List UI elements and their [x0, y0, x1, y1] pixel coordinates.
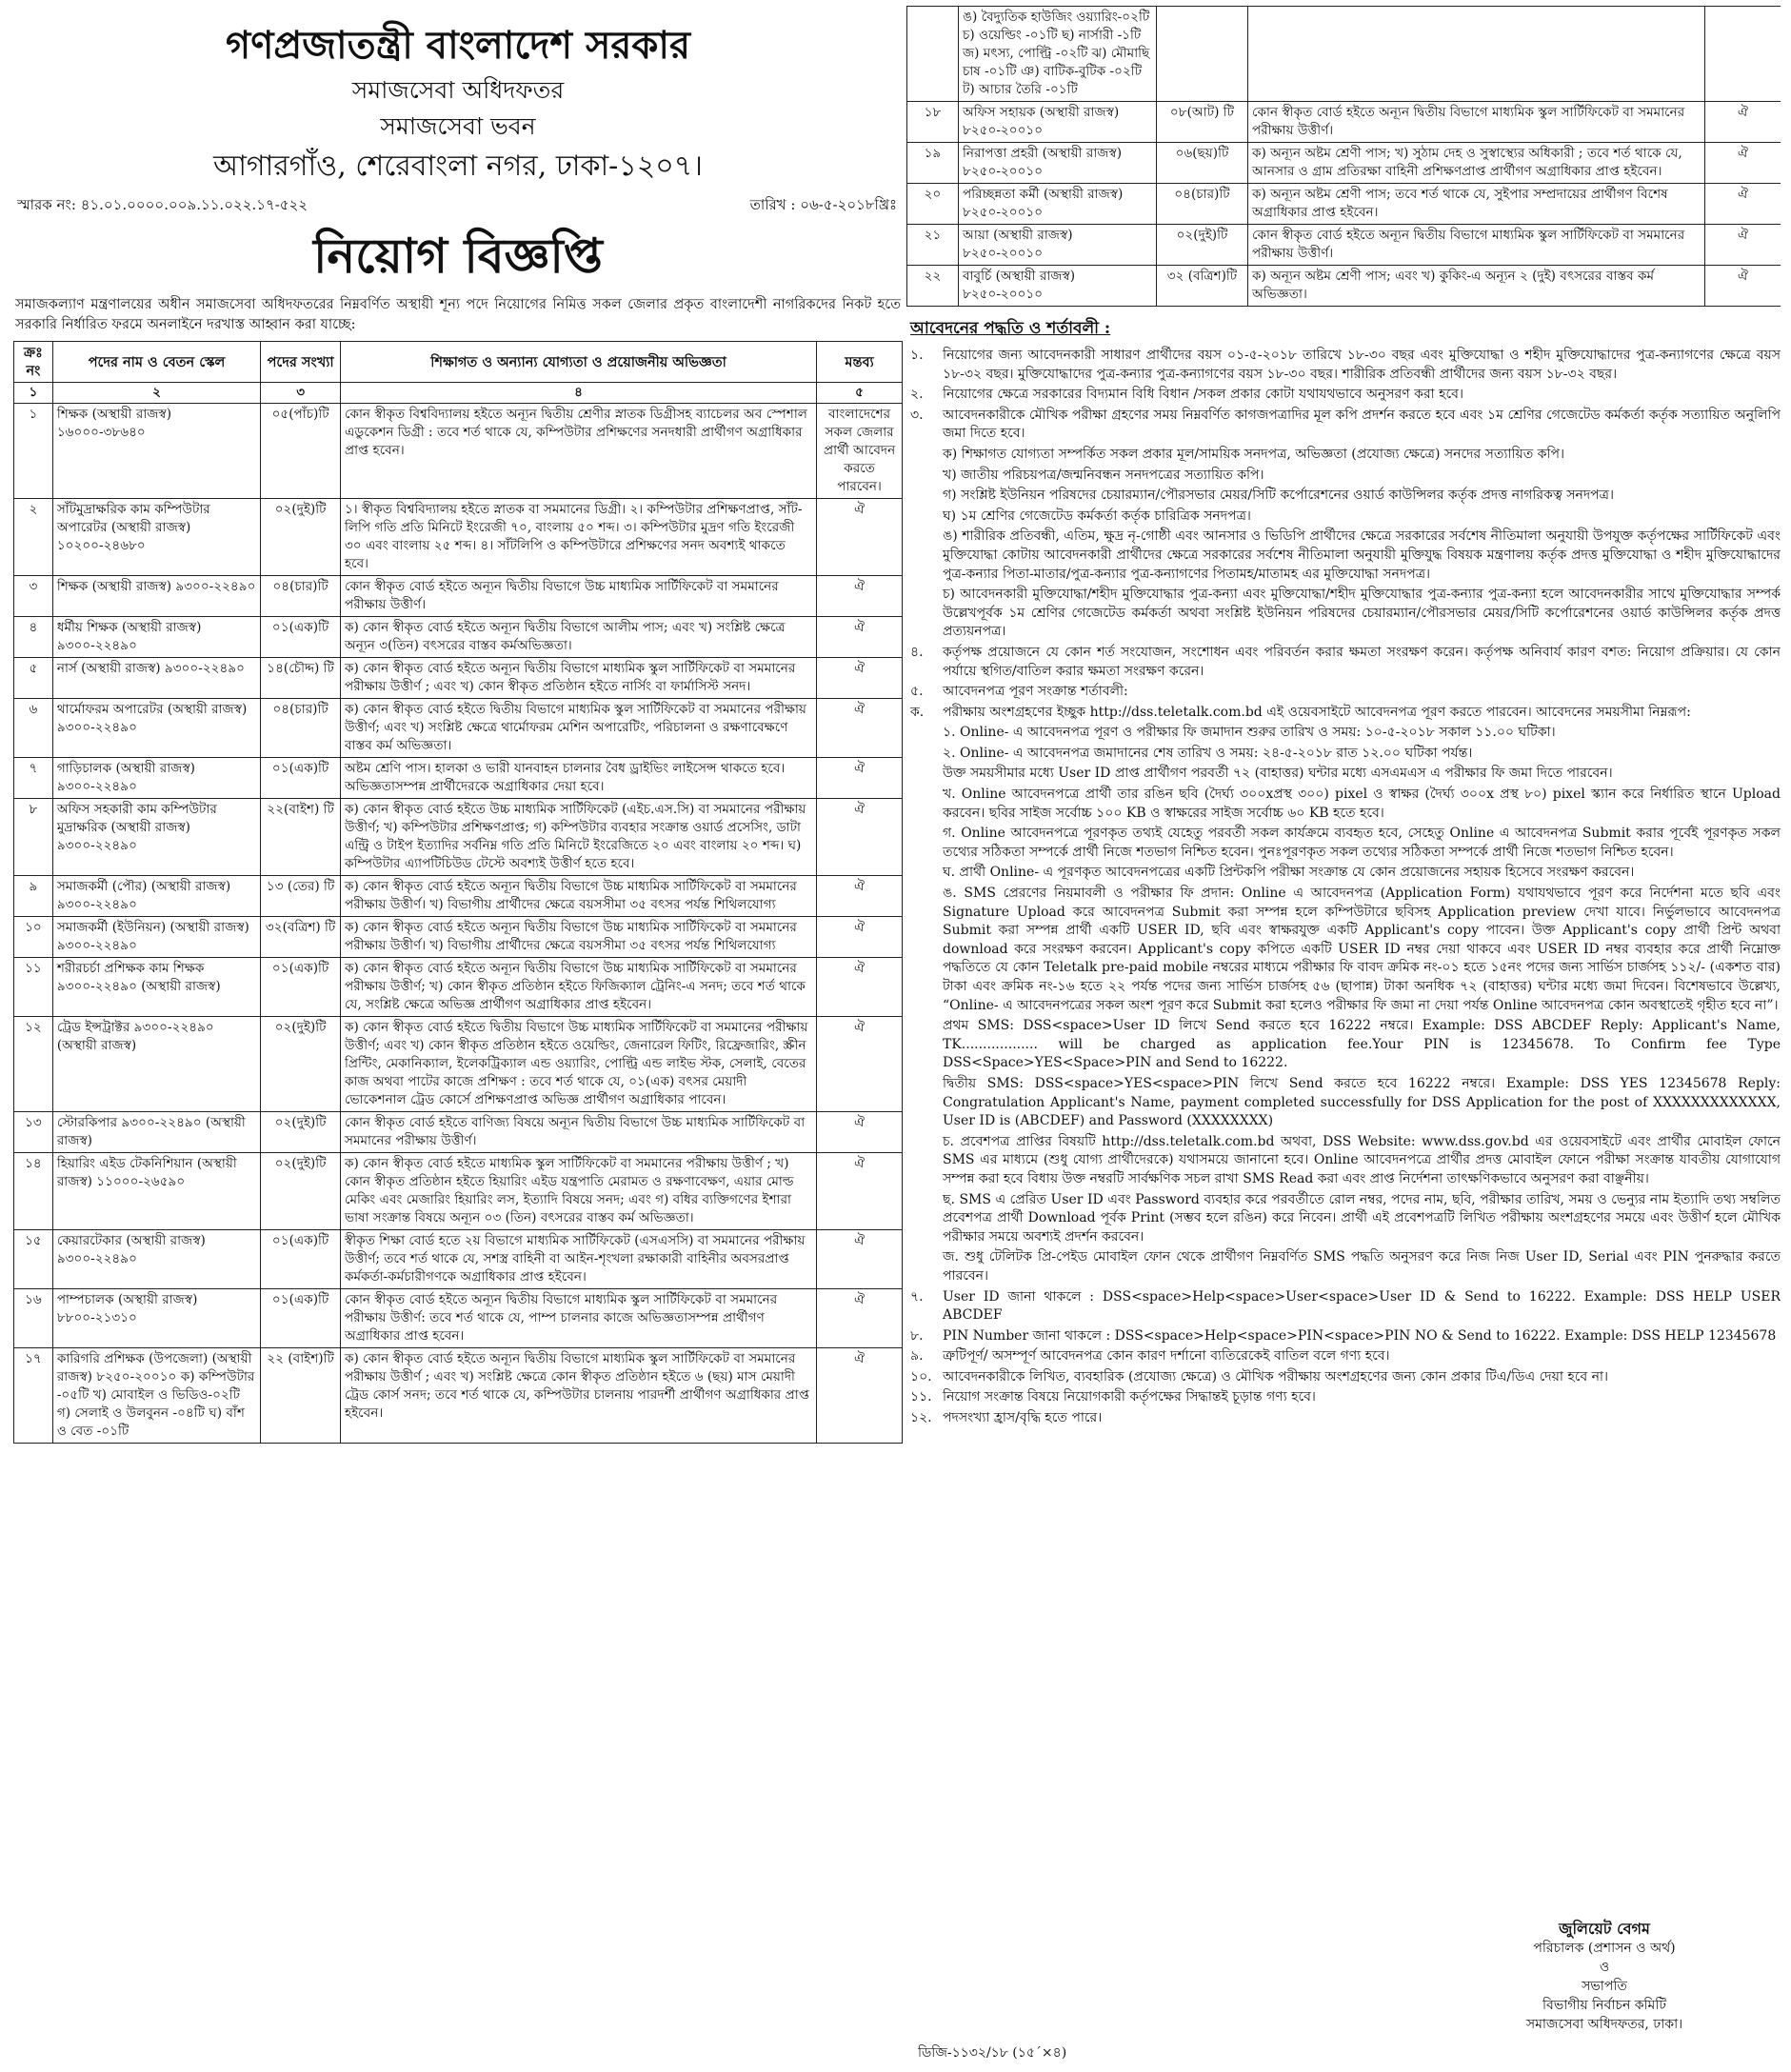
- qualification-cell: ক) অন্যূন অষ্টম শ্রেণী পাস; খ) সুঠাম দেহ ও সুস্বাস্থ্যের অধিকারী ; তবে শর্ত থাকে যে, আনসার ও গ্রাম প্রতিরক্ষা বাহিনী প্রশিক্ষণপ্রাপ্ত প্রার্থীগণ অগ্রাধিকার প্রাপ্ত হইবেন।: [1248, 143, 1705, 184]
- table-row: [907, 184, 1781, 225]
- condition-text: User ID জানা থাকলে : DSS<space>Help<space>User<space>User ID & Send to 16222. Example: DSS HELP USER ABCDEF: [943, 1288, 1781, 1324]
- condition-item: [906, 1327, 1781, 1346]
- post-cell: অফিস সহায়ক (অস্থায়ী রাজস্ব) ৮২৫০-২০০১০: [959, 102, 1157, 143]
- signature-block: [1466, 1920, 1742, 2034]
- table-row: [14, 958, 903, 1017]
- condition-item: [906, 825, 1781, 862]
- serial-cell: ১: [14, 404, 53, 499]
- qualification-cell: ক) কোন স্বীকৃত বোর্ড হইতে উচ্চ মাধ্যমিক সার্টিফিকেট (এইচ.এস.সি) বা সমমানের পরীক্ষায় উত্তীর্ণ; খ) কম্পিউটার প্রশিক্ষণপ্রাপ্ত; গ) কম্পিউটার ব্যবহার সংক্রান্ত ওয়ার্ড প্রসেসিং, ডাটা এন্ট্রি ও টাইপ ইত্যাদির সর্বনিম্ন গতি প্রতি মিনিটে ইংরেজিতে ২০ এবং বাংলায় ২০ শব্দ। ঘ) কম্পিউটার এ্যাপটিচিউড টেস্টে অবশ্যই উত্তীর্ণ হতে হবে।: [340, 799, 816, 876]
- condition-item: [906, 704, 1781, 723]
- notice-title: নিয়োগ বিজ্ঞপ্তি: [313, 228, 603, 284]
- condition-text: ঙ. SMS প্রেরণের নিয়মাবলী ও পরীক্ষার ফি প্রদান: Online এ আবেদনপত্র (Application Form) যথাযথভাবে পূরণ করে নির্দেশনা মতে ছবি এবং Signature Upload করে আবেদনপত্র Submit করা সম্পন্ন হলে কম্পিউটারে ছবিসহ Application preview দেখা যাবে। নির্ভুলভাবে আবেদনপত্র Submit করা সম্পন্ন প্রার্থী একটি USER ID, ছবি এবং স্বাক্ষরযুক্ত একটি Applicant's copy পাবেন। উক্ত Applicant's copy প্রার্থী প্রিন্ট অথবা download করে সংরক্ষণ করবেন। Applicant's copy কপিতে একটি USER ID নম্বর দেয়া থাকবে এবং USER ID নম্বর ব্যবহার করে প্রার্থী নিম্নোক্ত পদ্ধতিতে যে কোন Teletalk pre-paid mobile নম্বরের মাধ্যমে পরীক্ষার ফি বাবদ ক্রমিক নং-০১ হতে ১৫নং পদের জন্য সার্ভিস চার্জসহ ১১২/- (একশত বার) টাকা এবং ক্রমিক নং-১৬ হতে ২২ পর্যন্ত পদের জন্য সার্ভিস চার্জসহ ৫৬ (ছাপান্ন) টাকা অনধিক ৭২ (বাহাত্তর) ঘন্টার মধ্যে জমা দিবেন। বিশেষভাবে উল্লেখ্য, “Online- এ আবেদনপত্রের সকল অংশ পূরণ করে Submit করা হলেও পরীক্ষার ফি জমা না দেয়া পর্যন্ত Online আবেদনপত্র কোন অবস্থাতেই গৃহীত হবে না”।: [943, 886, 1781, 1013]
- condition-text: ঙ) শারীরিক প্রতিবন্ধী, এতিম, ক্ষুদ্র নৃ-গোষ্ঠী এবং আনসার ও ভিডিপি প্রার্থীদের ক্ষেত্রে সরকারের সর্বশেষ নীতিমালা অনুযায়ী উপযুক্ত কর্তৃপক্ষের সার্টিফিকেট এবং মুক্তিযোদ্ধা কোটায় আবেদনকারী প্রার্থীদের ক্ষেত্রে সরকারের সর্বশেষ নীতিমালা অনুযায়ী মুক্তিযুদ্ধ বিষয়ক মন্ত্রণালয় কর্তৃক প্রদত্ত মুক্তিযোদ্ধা ও শহীদ মুক্তিযোদ্ধাদের পুত্র-কন্যার পিতা-মাতার/পুত্র-কন্যার পুত্র-কন্যাগণের পিতামহ/মাতামহ এর মুক্তিযোদ্ধা সনদপত্র।: [943, 528, 1781, 582]
- condition-number: [906, 528, 943, 584]
- qualification-cell: ক) অন্যূন অষ্টম শ্রেণী পাস; এবং খ) কুকিং-এ অন্যূন ২ (দুই) বৎসরের বাস্তব কর্ম অভিজ্ঞতা।: [1248, 266, 1705, 307]
- remark-cell: ঐ: [817, 1153, 903, 1230]
- remark-cell: ঐ: [817, 958, 903, 1017]
- colnum: ৩: [261, 383, 341, 404]
- department-name: সমাজসেবা অধিদফতর: [351, 76, 565, 104]
- table-row: [14, 876, 903, 917]
- count-cell: ০৫(পাঁচ)টি: [261, 404, 341, 499]
- condition-number: ১.: [910, 348, 924, 363]
- table-row: [14, 404, 903, 499]
- header-serial: ক্রঃ নং: [14, 342, 53, 383]
- serial-cell: ৬: [14, 699, 53, 758]
- qualification-cell: কোন স্বীকৃত বিশ্ববিদ্যালয় হইতে অন্যূন দ্বিতীয় শ্রেণীর স্নাতক ডিগ্রীসহ ব্যাচেলর অব স্পেশাল এডুকেশন ডিগ্রী : তবে শর্ত থাকে যে, কম্পিউটার প্রশিক্ষণের সনদধারী প্রার্থীগণ অগ্রাধিকার প্রাপ্ত হবেন।: [340, 404, 816, 499]
- condition-item: [906, 1288, 1781, 1325]
- condition-text: গ. Online আবেদনপত্রে পূরণকৃত তথ্যই যেহেতু পরবর্তী সকল কার্যক্রমে ব্যবহৃত হবে, সেহেতু Online এ আবেদনপত্র Submit করার পূর্বেই পূরণকৃত সকল তথ্যের সঠিকতা সম্পর্কে প্রার্থী নিজে শতভাগ নিশ্চিত হবেন। পুনঃপূরণকৃত সকল তথ্যের সঠিকতা সম্পর্কে প্রার্থী নিজে শতভাগ নিশ্চিত হবেন।: [943, 826, 1781, 860]
- condition-number: ২.: [910, 387, 924, 403]
- condition-item: [906, 1388, 1781, 1407]
- condition-number: [906, 724, 943, 743]
- post-cell: শরীরচর্চা প্রশিক্ষক কাম শিক্ষক ৯৩০০-২২৪৯০ (অস্থায়ী রাজস্ব): [52, 958, 260, 1017]
- serial-cell: ৪: [14, 617, 53, 658]
- condition-text: আবেদনকারীকে মৌখিক পরীক্ষা গ্রহণের সময় নিম্নবর্ণিত কাগজপত্রাদির মূল কপি প্রদর্শন করতে হবে এবং ১ম শ্রেণির গেজেটেড কর্মকর্তা কর্তৃক সত্যায়িত অনুলিপি জমা দিতে হবে।: [943, 407, 1781, 442]
- post-cell: সাঁটমুদ্রাক্ষরিক কাম কম্পিউটার অপারেটর (অস্থায়ী রাজস্ব) ১০২০০-২৪৬৮০: [52, 499, 260, 576]
- remark-cell: ঐ: [817, 758, 903, 799]
- condition-item: [906, 386, 1781, 405]
- condition-text: নিয়োগের জন্য আবেদনকারী সাধারণ প্রার্থীদের বয়স ০১-৫-২০১৮ তারিখে ১৮-৩০ বছর এবং মুক্তিযোদ্ধা ও শহীদ মুক্তিযোদ্ধাদের পুত্র-কন্যাগণের ক্ষেত্রে বয়স ১৮-৩২ বছর। মুক্তিযোদ্ধাদের পুত্র-কন্যার পুত্র-কন্যাগণের বয়স ১৮-৩০ বছর। শারীরিক প্রতিবন্ধী প্রার্থীদের জন্য বয়স ১৮-৩২ বছর।: [943, 348, 1781, 382]
- condition-number: ৫.: [910, 684, 924, 700]
- condition-item: [906, 1017, 1781, 1073]
- condition-number: [906, 765, 943, 784]
- remark-cell: ঐ: [817, 617, 903, 658]
- post-cell: কেয়ারটেকার (অস্থায়ী রাজস্ব) ৯৩০০-২২৪৯০: [52, 1230, 260, 1289]
- table-row: [907, 7, 1781, 102]
- serial-cell: ৩: [14, 576, 53, 617]
- post-cell: সমাজকর্মী (পৌর) (অস্থায়ী রাজস্ব) ৯৩০০-২২৪৯০: [52, 876, 260, 917]
- condition-item: [906, 1347, 1781, 1366]
- serial-cell: ৮: [14, 799, 53, 876]
- serial-cell: ২১: [907, 225, 959, 266]
- memo-number: স্মারক নং: ৪১.০১.০০০০.০০৯.১১.০২২.১৭-৫২২: [17, 196, 308, 213]
- header-post: পদের নাম ও বেতন স্কেল: [52, 342, 260, 383]
- remark-cell: ঐ: [1705, 143, 1781, 184]
- qualification-cell: ক) কোন স্বীকৃত বোর্ড হইতে দ্বিতীয় বিভাগে মাধ্যমিক স্কুল সার্টিফিকেট বা সমমানের পরীক্ষায় উত্তীর্ণ; এবং খ) সংশ্লিষ্ট ক্ষেত্রে থার্মোফরম মেশিন অপারেটিং, পরিচালনা ও রক্ষণাবেক্ষণে বাস্তব কর্ম অভিজ্ঞতা।: [340, 699, 816, 758]
- column-number-row: [14, 383, 903, 404]
- condition-text: ঘ) ১ম শ্রেণির গেজেটেড কর্মকর্তা কর্তৃক চারিত্রিক সনদপত্র।: [943, 508, 1251, 524]
- posts-table-right: [906, 6, 1781, 307]
- serial-cell: ৯: [14, 876, 53, 917]
- remark-cell: ঐ: [1705, 184, 1781, 225]
- condition-item: [906, 745, 1781, 764]
- condition-number: ১১.: [910, 1389, 932, 1405]
- header-count: পদের সংখ্যা: [261, 342, 341, 383]
- qualification-cell: ক) কোন স্বীকৃত বোর্ড হইতে অন্যূন দ্বিতীয় বিভাগে উচ্চ মাধ্যমিক সার্টিফিকেট বা সমমানের পরীক্ষায় উত্তীর্ণ। খ) বিভাগীয় প্রার্থীদের ক্ষেত্রে বয়সসীমা ৩৫ বৎসর পর্যন্ত শিথিলযোগ্য: [340, 917, 816, 958]
- condition-number: ৩.: [910, 407, 924, 423]
- right-table-body: [907, 102, 1781, 307]
- remark-cell: ঐ: [817, 1017, 903, 1112]
- posts-table-left: [13, 341, 903, 1444]
- table-row: [907, 266, 1781, 307]
- post-cell: শিক্ষক (অস্থায়ী রাজস্ব) ৯৩০০-২২৪৯০: [52, 576, 260, 617]
- remark-cell: ঐ: [817, 699, 903, 758]
- condition-number: [906, 786, 943, 823]
- count-cell: ০৬(ছয়)টি: [1157, 143, 1248, 184]
- count-cell: ০২(দুই)টি: [261, 1112, 341, 1153]
- reference-code: ডিজি-১১৩২/১৮ (১৫´×৪): [918, 2045, 1067, 2061]
- government-name: গণপ্রজাতন্ত্রী বাংলাদেশ সরকার: [226, 23, 690, 68]
- count-cell: ২২ (বাইশ)টি: [261, 1348, 341, 1444]
- count-cell: ০৮(আট) টি: [1157, 102, 1248, 143]
- post-cell: নিরাপত্তা প্রহরী (অস্থায়ী রাজস্ব) ৮২৫০-২০০১০: [959, 143, 1157, 184]
- post-cell: নার্স (অস্থায়ী রাজস্ব) ৯৩০০-২২৪৯০: [52, 658, 260, 699]
- building-name: সমাজসেবা ভবন: [380, 112, 536, 140]
- post-cell: সমাজকর্মী (ইউনিয়ন) (অস্থায়ী রাজস্ব) ৯৩০০-২২৪৯০: [52, 917, 260, 958]
- table-row: [14, 499, 903, 576]
- table-row: [14, 917, 903, 958]
- signatory-name: জুলিয়েট বেগম: [1559, 1920, 1650, 1938]
- serial-cell: ১৭: [14, 1348, 53, 1444]
- serial-cell: ১২: [14, 1017, 53, 1112]
- remark-cell: ঐ: [817, 1112, 903, 1153]
- serial-cell: ২০: [907, 184, 959, 225]
- conditions-title: আবেদনের পদ্ধতি ও শর্তাবলী :: [910, 319, 1111, 338]
- condition-text: প্রথম SMS: DSS<space>User ID লিখে Send করতে হবে 16222 নম্বরে। Example: DSS ABCDEF Reply: Applicant's Name, TK.................. will be charged as application fee.Your PIN is 12345678. To Confirm fee Type DSS<Space>YES<Space>PIN and Send to 16222.: [943, 1018, 1781, 1071]
- qualification-cell: ক) কোন স্বীকৃত বোর্ড হইতে মাধ্যমিক স্কুল সার্টিফিকেট বা সমমানের পরীক্ষায় উত্তীর্ণ ; খ) কোন স্বীকৃত প্রতিষ্ঠান হইতে হিয়ারিং এইড যন্ত্রপাতি মেরামত ও রক্ষণাবেক্ষণ, এয়ার মোল্ড মেকিং এবং মেজারিং হিয়ারিং লস, ইত্যাদি বিষয়ে সনদ; এবং গ) বধির ব্যক্তিগণের ইশারা ভাষা সংক্রান্ত বিষয়ে অন্যূন ০৩ (তিন) বৎসরের বাস্তব কর্ম অভিজ্ঞতা।: [340, 1153, 816, 1230]
- condition-item: [906, 1133, 1781, 1189]
- condition-text: কর্তৃপক্ষ প্রয়োজনে যে কোন শর্ত সংযোজন, সংশোধন এবং পরিবর্তন করার ক্ষমতা সংরক্ষণ করেন। কর্তৃপক্ষ অনিবার্য কারণ বশত: নিয়োগ প্রক্রিয়ার। যে কোন পর্যায়ে স্থগিত/বাতিল করার ক্ষমতা সংরক্ষণ করেন।: [943, 644, 1781, 679]
- colnum: ৪: [340, 383, 816, 404]
- signatory-and: ও: [1599, 1960, 1610, 1975]
- post-cell: পাম্পচালক (অস্থায়ী রাজস্ব) ৮৮০০-২১৩১০: [52, 1289, 260, 1348]
- qualification-cell: ক) অন্যূন অষ্টম শ্রেণী পাস; তবে শর্ত থাকে যে, সুইপার সম্প্রদায়ের প্রার্থীগণ বিশেষ অগ্রাধিকার প্রাপ্ত হইবেন।: [1248, 184, 1705, 225]
- condition-text: আবেদনকারীকে লিখিত, ব্যবহারিক (প্রযোজ্য ক্ষেত্রে) ও মৌখিক পরীক্ষায় অংশগ্রহণের জন্য কোন প্রকার টিএ/ডিএ দেয়া হবে না।: [943, 1368, 1609, 1385]
- count-cell: ০১(এক)টি: [261, 1289, 341, 1348]
- condition-text: পরীক্ষায় অংশগ্রহণের ইচ্ছুক http://dss.teletalk.com.bd এই ওয়েবসাইটে আবেদনপত্র পূরণ করতে পারবেন। আবেদনের সময়সীমা নিম্নরূপ:: [943, 704, 1691, 720]
- condition-item: [906, 586, 1781, 642]
- condition-text: ক) শিক্ষাগত যোগ্যতা সম্পর্কিত সকল প্রকার মূল/সাময়িক সনদপত্র, অভিজ্ঞতা (প্রযোজ্য ক্ষেত্রে) সনদের সত্যায়িত কপি।: [943, 446, 1564, 462]
- signatory-committee: বিভাগীয় নির্বাচন কমিটি: [1542, 1998, 1666, 2013]
- remark-cell: ঐ: [817, 1348, 903, 1444]
- signatory-office: সমাজসেবা অধিদফতর, ঢাকা।: [1525, 2017, 1683, 2032]
- post-cell: ট্রেড ইন্সট্রাক্টর ৯৩০০-২২৪৯০ (অস্থায়ী রাজস্ব): [52, 1017, 260, 1112]
- table-row: [907, 143, 1781, 184]
- table-row: [14, 799, 903, 876]
- qualification-cell: কোন স্বীকৃত বোর্ড হইতে বাণিজ্য বিষয়ে অন্যূন দ্বিতীয় বিভাগে উচ্চ মাধ্যমিক সার্টিফিকেট বা সমমানের পরীক্ষায় উত্তীর্ণ।: [340, 1112, 816, 1153]
- serial-cell: ১৫: [14, 1230, 53, 1289]
- condition-item: [906, 864, 1781, 883]
- qualification-cell: কোন স্বীকৃত বোর্ড হইতে অন্যূন দ্বিতীয় বিভাগে মাধ্যমিক স্কুল সার্টিফিকেট বা সমমানের পরীক্ষায় উত্তীর্ণ: তবে শর্ত থাকে যে, পাম্প চালনার কাজে অভিজ্ঞতাসম্পন্ন প্রার্থীগণ অগ্রাধিকার প্রাপ্ত হবেন।: [340, 1289, 816, 1348]
- condition-number: [906, 586, 943, 642]
- count-cell: ০১(এক)টি: [261, 1230, 341, 1289]
- colnum: ১: [14, 383, 53, 404]
- count-cell: ১৩ (তের) টি: [261, 876, 341, 917]
- condition-number: [906, 825, 943, 862]
- condition-text: PIN Number জানা থাকলে : DSS<space>Help<space>PIN<space>PIN NO & Send to 16222. Example: DSS HELP 12345678: [943, 1327, 1777, 1344]
- qualification-cell: ক) কোন স্বীকৃত বোর্ড হইতে অন্যূন দ্বিতীয় বিভাগে মাধ্যমিক স্কুল সার্টিফিকেট বা সমমানের পরীক্ষায় উত্তীর্ণ ; এবং খ) সংশ্লিষ্ট ক্ষেত্রে কোন স্বীকৃত প্রতিষ্ঠান হইতে ৬ (ছয়) মাস মেয়াদী ট্রেড কোর্স সনদ; তবে শর্ত থাকে যে, কম্পিউটার চালনায় পারদর্শী প্রার্থীগণ অগ্রাধিকার প্রাপ্ত হইবেন।: [340, 1348, 816, 1444]
- remark-cell: ঐ: [1705, 102, 1781, 143]
- condition-item: [906, 1368, 1781, 1387]
- condition-number: ১২.: [910, 1410, 932, 1426]
- condition-item: [906, 786, 1781, 823]
- condition-number: ক.: [910, 704, 925, 720]
- condition-item: [906, 644, 1781, 681]
- condition-text: গ) সংশ্লিষ্ট ইউনিয়ন পরিষদের চেয়ারম্যান/পৌরসভার মেয়র/সিটি কর্পোরেশনের ওয়ার্ড কাউন্সিলর কর্তৃক প্রদত্ত নাগরিকত্ব সনদপত্র।: [943, 488, 1614, 504]
- condition-item: [906, 407, 1781, 444]
- count-cell: ০১(এক)টি: [261, 617, 341, 658]
- condition-text: নিয়োগের ক্ষেত্রে সরকারের বিদ্যমান বিধি বিধান /সকল প্রকার কোটা যথাযথভাবে অনুসরণ করা হবে।: [943, 387, 1463, 403]
- post-cell: গাড়িচালক (অস্থায়ী রাজস্ব) ৯৩০০-২২৪৯০: [52, 758, 260, 799]
- serial-cell: ১১: [14, 958, 53, 1017]
- table-row: [14, 1289, 903, 1348]
- qualification-cell: ক) কোন স্বীকৃত বোর্ড হইতে দ্বিতীয় বিভাগে উচ্চ মাধ্যমিক সার্টিফিকেট বা সমমানের পরীক্ষায় উত্তীর্ণ; এবং খ) কোন স্বীকৃত প্রতিষ্ঠান হইতে ওয়েল্ডিং, জেনারেল ফিটিং, রিফ্রেজারিং, স্ক্রীন প্রিন্টিং, মেকানিক্যাল, ইলেকট্রিক্যাল এন্ড ওয়্যারিং, পোল্ট্রি এন্ড লাইভ স্টক, সেলাই, বেতের কাজ অথবা পাটের কাজে প্রশিক্ষণ : তবে শর্ত থাকে যে, ০১(এক) বৎসর মেয়াদী ভোকেশনাল ট্রেড কোর্সে প্রশিক্ষণপ্রাপ্ত অভিজ্ঞ প্রার্থীগণ অগ্রাধিকার পাবেন।: [340, 1017, 816, 1112]
- table-row: [14, 1153, 903, 1230]
- count-cell: ৩২ (বত্রিশ)টি: [1157, 266, 1248, 307]
- condition-item: [906, 347, 1781, 384]
- condition-text: আবেদনপত্র পূরণ সংক্রান্ত শর্তাবলী:: [943, 684, 1128, 700]
- condition-item: [906, 1191, 1781, 1247]
- qualification-cell: ক) কোন স্বীকৃত বোর্ড হইতে অন্যূন দ্বিতীয় বিভাগে উচ্চ মাধ্যমিক সার্টিফিকেট বা সমমানের পরীক্ষায় উত্তীর্ণ। খ) বিভাগীয় প্রার্থীদের ক্ষেত্রে বয়সসীমা ৩৫ বৎসর পর্যন্ত শিথিলযোগ্য: [340, 876, 816, 917]
- condition-number: [906, 864, 943, 883]
- condition-text: উক্ত সময়সীমার মধ্যে User ID প্রাপ্ত প্রার্থীগণ পরবর্তী ৭২ (বাহাত্তর) ঘন্টার মধ্যে এসএমএস এ পরীক্ষার ফি জমা দিতে পারবেন।: [943, 766, 1613, 782]
- table-row: [14, 617, 903, 658]
- qualification-cell: ক) কোন স্বীকৃত বোর্ড হইতে অন্যূন দ্বিতীয় বিভাগে উচ্চ মাধ্যমিক সার্টিফিকেট বা সমমানের পরীক্ষায় উত্তীর্ণ; খ) কোন স্বীকৃত প্রতিষ্ঠান হইতে ফিজিক্যাল ট্রেনিং-এ সনদ; তবে শর্ত থাকে যে, সংশ্লিষ্ট ক্ষেত্রে অভিজ্ঞ প্রার্থীগণ অগ্রাধিকার প্রাপ্ত হইবেন।: [340, 958, 816, 1017]
- post-cell: শিক্ষক (অস্থায়ী রাজস্ব) ১৬০০০-৩৮৬৪০: [52, 404, 260, 499]
- condition-number: [906, 467, 943, 486]
- condition-text: চ) আবেদনকারী মুক্তিযোদ্ধা/শহীদ মুক্তিযোদ্ধার পুত্র-কন্যা এবং মুক্তিযোদ্ধা/শহীদ মুক্তিযোদ্ধার পুত্র-কন্যার পুত্র-কন্যা হলে আবেদনকারীর সাথে মুক্তিযোদ্ধার সম্পর্ক উল্লেখপূর্বক ১ম শ্রেণির গেজেটেড কর্মকর্তা অথবা সংশ্লিষ্ট ইউনিয়ন পরিষদের চেয়ারম্যান/পৌরসভার মেয়র/সিটি কর্পোরেশনের ওয়ার্ড কাউন্সিলর কর্তৃক প্রদত্ত প্রত্যয়নপত্র।: [943, 587, 1781, 640]
- condition-number: [906, 745, 943, 764]
- qualification-cell: অষ্টম শ্রেণি পাস। হালকা ও ভারী যানবাহন চালনার বৈধ ড্রাইভিং লাইসেন্স থাকতে হবে। অভিজ্ঞতাসম্পন্ন প্রার্থীদেরকে অগ্রাধিকার দেয়া হবে।: [340, 758, 816, 799]
- condition-item: [906, 467, 1781, 486]
- qualification-cell: কোন স্বীকৃত বোর্ড হইতে অন্যূন দ্বিতীয় বিভাগে মাধ্যমিক স্কুল সার্টিফিকেট বা সমমানের পরীক্ষায় উত্তীর্ণ।: [1248, 102, 1705, 143]
- table-header-row: [14, 342, 903, 383]
- condition-item: [906, 1409, 1781, 1428]
- table-row: [14, 658, 903, 699]
- condition-text: দ্বিতীয় SMS: DSS<space>YES<space>PIN লিখে Send করতে হবে 16222 নম্বরে। Example: DSS YES 12345678 Reply: Congratulation Applicant's Name, payment completed successfully for DSS Application for the post of XXXXXXXXXXXXX, User ID is (ABCDEF) and Password (XXXXXXXX): [943, 1075, 1781, 1129]
- post-cell: ধর্মীয় শিক্ষক (অস্থায়ী রাজস্ব) ৯৩০০-২২৪৯০: [52, 617, 260, 658]
- qualification-cell: কোন স্বীকৃত বোর্ড হইতে অন্যূন দ্বিতীয় বিভাগে মাধ্যমিক স্কুল সার্টিফিকেট বা সমমানের পরীক্ষায় উত্তীর্ণ।: [1248, 225, 1705, 266]
- condition-text: জ. শুধু টেলিটক প্রি-পেইড মোবাইল ফোন থেকে প্রার্থীগণ নিম্নবর্ণিত SMS পদ্ধতি অনুসরণ করে নিজ নিজ User ID, Serial এবং PIN পুনরুদ্ধার করতে পারবেন।: [943, 1249, 1781, 1284]
- condition-item: [906, 508, 1781, 527]
- post-continuation: ঙ) বৈদ্যুতিক হাউজিং ওয়্যারিং-০২টি চ) ওয়েল্ডিং -০১টি ছ) নার্সারী -১টি জ) মৎস্য, পোল্ট্রি -০২টি ঝ) মৌমাছি চাষ -০১টি ঞ) বাটিক-বুটিক -০২টি ট) আচার তৈরি -০১টি: [959, 7, 1157, 102]
- count-cell: ০১(এক)টি: [261, 958, 341, 1017]
- qualification-cell: কোন স্বীকৃত বোর্ড হইতে অন্যূন দ্বিতীয় বিভাগে উচ্চ মাধ্যমিক সার্টিফিকেট বা সমমানের পরীক্ষায় উত্তীর্ণ।: [340, 576, 816, 617]
- count-cell: ০২(দুই)টি: [261, 499, 341, 576]
- condition-item: [906, 487, 1781, 506]
- header: [13, 19, 903, 189]
- memo-date: তারিখ : ০৬-৫-২০১৮খ্রিঃ: [749, 196, 897, 213]
- condition-number: ৮.: [910, 1327, 924, 1344]
- condition-number: [906, 1248, 943, 1285]
- colnum: ২: [52, 383, 260, 404]
- table-row: [14, 699, 903, 758]
- condition-number: [906, 1017, 943, 1073]
- memo-line: [13, 190, 903, 215]
- remark-cell: ঐ: [817, 799, 903, 876]
- conditions-list: [906, 347, 1781, 1428]
- remark-cell: ঐ: [1705, 225, 1781, 266]
- serial-cell: ১৪: [14, 1153, 53, 1230]
- condition-text: পদসংখ্যা হ্রাস/বৃদ্ধি হতে পারে।: [943, 1410, 1103, 1426]
- condition-item: [906, 885, 1781, 1015]
- post-cell: বাবুর্চি (অস্থায়ী রাজস্ব) ৮২৫০-২০০১০: [959, 266, 1157, 307]
- post-cell: কারিগরি প্রশিক্ষক (উপজেলা) (অস্থায়ী রাজস্ব) ৮২৫০-২০০১০ ক) কম্পিউটার -০৫টি খ) মোবাইল ও ভিডিও-০২টি গ) সেলাই ও উলবুনন -০৪টি ঘ) বাঁশ ও বেত -০১টি: [52, 1348, 260, 1444]
- count-cell: ০২(দুই)টি: [261, 1017, 341, 1112]
- condition-text: নিয়োগ সংক্রান্ত বিষয়ে নিয়োগকারী কর্তৃপক্ষের সিদ্ধান্তই চূড়ান্ত গণ্য হবে।: [943, 1389, 1316, 1405]
- post-cell: পরিচ্ছন্নতা কর্মী (অস্থায়ী রাজস্ব) ৮২৫০-২০০১০: [959, 184, 1157, 225]
- remark-cell: ঐ: [817, 1230, 903, 1289]
- header-remark: মন্তব্য: [817, 342, 903, 383]
- table-row: [907, 102, 1781, 143]
- count-cell: ০৪(চার)টি: [261, 576, 341, 617]
- table-row: [14, 576, 903, 617]
- condition-number: [906, 487, 943, 506]
- remark-cell: ঐ: [817, 1289, 903, 1348]
- condition-item: [906, 683, 1781, 702]
- serial-cell: ২: [14, 499, 53, 576]
- condition-number: [906, 885, 943, 1015]
- condition-text: ছ. SMS এ প্রেরিত User ID এবং Password ব্যবহার করে পরবর্তীতে রোল নম্বর, পদের নাম, ছবি, পরীক্ষার তারিখ, সময় ও ভেন্যুর নাম ইত্যাদি তথ্য সম্বলিত প্রবেশপত্র প্রার্থী Download পূর্বক Print (সম্ভব হলে রঙিন) করে নিবেন। প্রার্থী এই প্রবেশপত্রটি লিখিত পরীক্ষায় অংশগ্রহণের সময়ে এবং উত্তীর্ণ হলে মৌখিক পরীক্ষার সময়ে অবশ্যই প্রদর্শন করবেন।: [943, 1191, 1781, 1245]
- condition-item: [906, 765, 1781, 784]
- serial-cell: ২২: [907, 266, 959, 307]
- left-column: [13, 6, 903, 2062]
- table-row: [14, 1017, 903, 1112]
- colnum: ৫: [817, 383, 903, 404]
- condition-number: [906, 1191, 943, 1247]
- qualification-cell: ১। স্বীকৃত বিশ্ববিদ্যালয় হইতে স্নাতক বা সমমানের ডিগ্রী। ২। কম্পিউটার প্রশিক্ষণপ্রাপ্ত, সাঁট-লিপি গতি প্রতি মিনিটে ইংরেজী ৭০, বাংলায় ৫০ শব্দ। ৩। কম্পিউটার মুদ্রণ গতি ইংরেজী ৩০ এবং বাংলায় ২৫ শব্দ। ৪। সাঁটলিপি ও কম্পিউটারে প্রশিক্ষণের সনদ অবশ্যই থাকতে হবে।: [340, 499, 816, 576]
- table-row: [907, 225, 1781, 266]
- serial-cell: ১৮: [907, 102, 959, 143]
- count-cell: ২২(বাইশ) টি: [261, 799, 341, 876]
- office-address: আগারগাঁও, শেরেবাংলা নগর, ঢাকা-১২০৭।: [212, 149, 704, 183]
- condition-text: ত্রুটিপূর্ণ/ অসম্পূর্ণ আবেদনপত্র কোন কারণ দর্শানো ব্যতিরেকেই বাতিল বলে গণ্য হবে।: [943, 1348, 1390, 1365]
- serial-cell: ১৬: [14, 1289, 53, 1348]
- remark-cell: ঐ: [817, 658, 903, 699]
- post-cell: হিয়ারিং এইড টেকনিশিয়ান (অস্থায়ী রাজস্ব) ১১০০০-২৬৫৯০: [52, 1153, 260, 1230]
- condition-text: ১. Online- এ আবেদনপত্র পূরণ ও পরীক্ষার ফি জমাদান শুরুর তারিখ ও সময়: ১০-৫-২০১৮ সকাল ১১.০০ ঘটিকা।: [943, 725, 1556, 741]
- remark-cell: ঐ: [817, 576, 903, 617]
- qualification-cell: ক) কোন স্বীকৃত বোর্ড হইতে অন্যূন দ্বিতীয় বিভাগে আলীম পাস; এবং খ) সংশ্লিষ্ট ক্ষেত্রে অন্যূন ৩(তিন) বৎসরের বাস্তব কর্মঅভিজ্ঞতা।: [340, 617, 816, 658]
- serial-cell: ১০: [14, 917, 53, 958]
- post-cell: আয়া (অস্থায়ী রাজস্ব) ৮২৫০-২০০১০: [959, 225, 1157, 266]
- count-cell: ০২(দুই)টি: [1157, 225, 1248, 266]
- intro-paragraph: সমাজকল্যাণ মন্ত্রণালয়ের অধীন সমাজসেবা অধিদফতরের নিম্নবর্ণিত অস্থায়ী শূন্য পদে নিয়োগের নিমিত্ত সকল জেলার প্রকৃত বাংলাদেশী নাগরিকদের নিকট হতে সরকারি নির্ধারিত ফরমে অনলাইনে দরখাস্ত আহ্বান করা যাচ্ছে:: [15, 297, 901, 332]
- count-cell: ০১(এক)টি: [261, 758, 341, 799]
- condition-item: [906, 1248, 1781, 1285]
- qualification-cell: স্বীকৃত শিক্ষা বোর্ড হতে ২য় বিভাগে মাধ্যমিক সার্টিফিকেট (এসএসসি) বা সমমানের পরীক্ষায় উত্তীর্ণ; তবে শর্ত থাকে যে, সশস্ত্র বাহিনী বা আইন-শৃংখলা রক্ষাকারী বাহিনীর অবসরপ্রাপ্ত কর্মকর্তা-কর্মচারীগণকে অগ্রাধিকার প্রাপ্ত হইবেন।: [340, 1230, 816, 1289]
- condition-text: খ. Online আবেদনপত্রে প্রার্থী তার রঙিন ছবি (দৈর্ঘ্য ৩০০xপ্রস্থ ৩০০) pixel ও স্বাক্ষর (দৈর্ঘ্য ৩০০x প্রস্থ ৮০) pixel স্ক্যান করে নির্ধারিত স্থানে Upload করবেন। ছবির সাইজ সর্বোচ্চ ১০০ KB ও স্বাক্ষরের সাইজ সর্বোচ্চ ৬০ KB হতে হবে।: [943, 787, 1781, 821]
- serial-cell: ৫: [14, 658, 53, 699]
- table-row: [14, 1112, 903, 1153]
- condition-number: ৯.: [910, 1348, 924, 1365]
- header-qualification: শিক্ষাগত ও অন্যান্য যোগ্যতা ও প্রয়োজনীয় অভিজ্ঞতা: [340, 342, 816, 383]
- condition-number: ৪.: [910, 644, 924, 660]
- condition-number: ১০.: [910, 1368, 932, 1385]
- remark-cell: ঐ: [1705, 266, 1781, 307]
- remark-cell: ঐ: [817, 917, 903, 958]
- condition-text: ঘ. প্রার্থী Online- এ পূরণকৃত আবেদনপত্রের একটি প্রিন্টকপি পরীক্ষা সংক্রান্ত যে কোন প্রয়োজনের সহায়ক হিসেবে সংরক্ষণ করবেন।: [943, 865, 1635, 881]
- post-cell: স্টোরকিপার ৯৩০০-২২৪৯০ (অস্থায়ী রাজস্ব): [52, 1112, 260, 1153]
- post-cell: থার্মোফরম অপারেটর (অস্থায়ী রাজস্ব) ৯৩০০-২২৪৯০: [52, 699, 260, 758]
- post-cell: অফিস সহকারী কাম কম্পিউটার মুদ্রাক্ষরিক (অস্থায়ী রাজস্ব) ৯৩০০-২২৪৯০: [52, 799, 260, 876]
- condition-item: [906, 724, 1781, 743]
- remark-cell: ঐ: [817, 876, 903, 917]
- condition-number: [906, 508, 943, 527]
- condition-number: [906, 1075, 943, 1131]
- remark-cell: ঐ: [817, 499, 903, 576]
- table-row: [14, 1348, 903, 1444]
- condition-number: [906, 1133, 943, 1189]
- count-cell: ০৪(চার)টি: [261, 699, 341, 758]
- table-row: [14, 1230, 903, 1289]
- count-cell: ৩২(বত্রিশ) টি: [261, 917, 341, 958]
- count-cell: ১৪(চৌদ্দ) টি: [261, 658, 341, 699]
- qualification-cell: ক) কোন স্বীকৃত বোর্ড হইতে অন্যূন দ্বিতীয় বিভাগে মাধ্যমিক স্কুল সার্টিফিকেট বা সমমানের পরীক্ষায় উত্তীর্ণ ; এবং খ) কোন স্বীকৃত প্রতিষ্ঠান হইতে নার্সিং বা ফার্মাসিস্ট সনদ।: [340, 658, 816, 699]
- remark-cell: বাংলাদেশের সকল জেলার প্রার্থী আবেদন করতে পারবেন।: [817, 404, 903, 499]
- right-column: [906, 6, 1781, 2062]
- signatory-designation: পরিচালক (প্রশাসন ও অর্থ): [1533, 1941, 1676, 1956]
- serial-cell: ১৩: [14, 1112, 53, 1153]
- condition-item: [906, 446, 1781, 465]
- condition-item: [906, 528, 1781, 584]
- count-cell: ০৪(চার)টি: [1157, 184, 1248, 225]
- count-cell: ০২(দুই)টি: [261, 1153, 341, 1230]
- serial-cell: ১৯: [907, 143, 959, 184]
- serial-cell: ৭: [14, 758, 53, 799]
- condition-text: চ. প্রবেশপত্র প্রাপ্তির বিষয়টি http://dss.teletalk.com.bd অথবা, DSS Website: www.dss.gov.bd এর ওয়েবসাইটে এবং প্রার্থীর মোবাইল ফোনে SMS এর মাধ্যমে (শুধু যোগ্য প্রার্থীদেরকে) যথাসময়ে জানানো হবে। Online আবেদনপত্রে প্রার্থীর প্রদত্ত মোবাইল ফোনে পরীক্ষা সংক্রান্ত যাবতীয় যোগাযোগ সম্পন্ন করা হবে বিধায় উক্ত নম্বরটি সার্বক্ষণিক সচল রাখা SMS Read করা এবং প্রাপ্ত নির্দেশনা তাৎক্ষণিকভাবে অনুসরণ করা বাঞ্ছনীয়।: [943, 1133, 1781, 1186]
- signatory-role: সভাপতি: [1582, 1979, 1627, 1994]
- table-row: [14, 758, 903, 799]
- condition-text: খ) জাতীয় পরিচয়পত্র/জন্মনিবন্ধন সনদপত্রের সত্যায়িত কপি।: [943, 467, 1264, 483]
- condition-number: [906, 446, 943, 465]
- condition-text: ২. Online- এ আবেদনপত্র জমাদানের শেষ তারিখ ও সময়: ২৪-৫-২০১৮ রাত ১২.০০ ঘটিকা পর্যন্ত।: [943, 745, 1473, 761]
- left-table-body: [14, 404, 903, 1444]
- condition-item: [906, 1075, 1781, 1131]
- condition-number: ৭.: [910, 1288, 924, 1305]
